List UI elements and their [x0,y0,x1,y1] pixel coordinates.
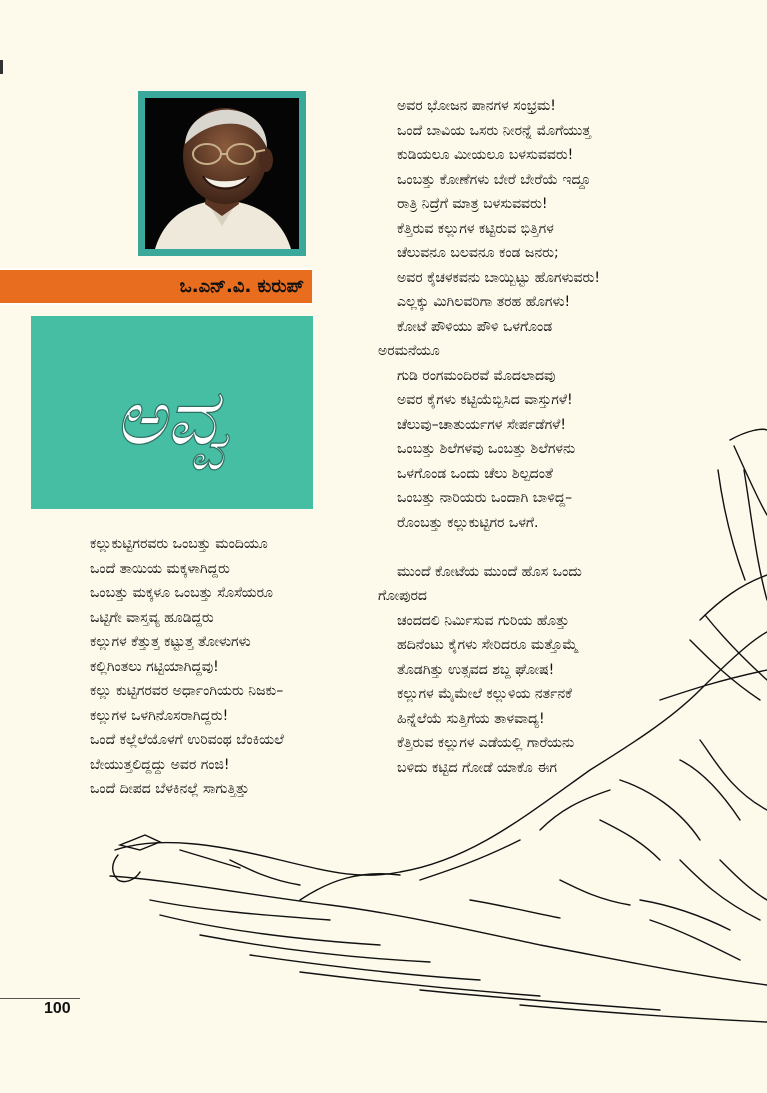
poem-line: ಹಿನ್ನೆಲೆಯೆ ಸುತ್ತಿಗೆಯ ತಾಳವಾದ್ಯ! [397,710,545,727]
poem-line: ಒಳಗೊಂಡ ಒಂದು ಚೆಲು ಶಿಲ್ಪದಂತೆ [397,465,553,482]
poem-line: ಕಲ್ಲುಗಳ ಒಳಗಿನೊಸರಾಗಿದ್ದರು! [90,707,229,724]
poem-left-column [90,532,284,802]
poem-line: ಚೆಲುವನೂ ಬಲವನೂ ಕಂಡ ಜನರು; [397,245,559,261]
poem-line: ಅವರ ಭೋಜನ ಪಾನಗಳ ಸಂಭ್ರಮ! [397,98,556,114]
poem-line: ಕಲ್ಲಿಗಿಂತಲು ಗಟ್ಟಿಯಾಗಿದ್ದವು! [90,658,219,675]
poem-line: ಒಂದೆ ಕಲ್ಲೆಲೆಯೊಳಗೆ ಉರಿವಂಥ ಬೆಂಕಿಯಲೆ [90,732,284,748]
poem-line: ಬೇಯುತ್ತಲಿದ್ದದ್ದು ಅವರ ಗಂಜಿ! [90,756,230,773]
poem-line: ಒಂಬತ್ತು ಕೋಣೆಗಳು ಬೇರೆ ಬೇರೆಯೆ ಇದ್ದೂ [397,171,591,188]
poem-line: ಕೋಟೆ ಪೌಳಿಯು ಪೌಳಿ ಒಳಗೊಂಡ [397,318,553,335]
poem-line: ಒಂದೆ ಬಾವಿಯ ಒಸರು ನೀರನ್ನೆ ಮೊಗೆಯುತ್ತ [397,122,591,139]
poem-line: ಕೆತ್ತಿರುವ ಕಲ್ಲುಗಳ ಕಟ್ಟಿರುವ ಭಿತ್ತಿಗಳ [397,220,554,237]
poem-line: ಒಂಬತ್ತು ನಾರಿಯರು ಒಂದಾಗಿ ಬಾಳಿದ್ದ– [397,490,573,506]
poem-line: ಕಲ್ಲುಗಳ ಕೆತ್ತುತ್ತ ಕಟ್ಟುತ್ತ ತೋಳುಗಳು [90,634,251,650]
poem-line: ತೊಡಗಿತ್ತು ಉತ್ಸವದ ಶಬ್ದ ಘೋಷ! [397,661,555,678]
poem-line: ಚಂದದಲಿ ನಿರ್ಮಿಸುವ ಗುರಿಯ ಹೊತ್ತು [397,612,570,629]
poem-line: ಅರಮನೆಯೂ [378,343,440,359]
poem-line: ಒಂದೆ ತಾಯಿಯ ಮಕ್ಕಳಾಗಿದ್ದರು [90,560,230,577]
author-photo [145,98,299,249]
margin-rule [0,60,3,74]
poem-line: ಕಲ್ಲುಕುಟ್ಟಿಗರವರು ಒಂಬತ್ತು ಮಂದಿಯೂ [90,536,268,552]
poem-line: ಒಟ್ಟಿಗೇ ವಾಸ್ತವ್ಯ ಹೂಡಿದ್ದರು [90,609,214,626]
poem-line: ಎಲ್ಲಕ್ಕು ಮಿಗಿಲವರಿಗಾ ತರಹ ಹೊಗಳು! [397,294,571,310]
poem-line: ಕಲ್ಲುಗಳ ಮೈಮೇಲೆ ಕಲ್ಲುಳಿಯ ನರ್ತನಕೆ [397,686,572,702]
poem-line: ಕೆತ್ತಿರುವ ಕಲ್ಲುಗಳ ಎಡೆಯಲ್ಲಿ ಗಾರೆಯನು [397,735,575,751]
poem-line: ಕಲ್ಲು ಕುಟ್ಟಿಗರವರ ಅರ್ಧಾಂಗಿಯರು ನಿಜಕು– [90,683,284,699]
poem-line: ಚೆಲುವು–ಚಾತುರ್ಯಗಳ ಸೇರ್ಪಡೆಗಳೆ! [397,416,566,433]
poem-line: ಕುಡಿಯಲೂ ಮೀಯಲೂ ಬಳಸುವವರು! [397,147,574,163]
poem-title: ಅವ್ವ [114,373,230,463]
author-name: ಒ.ಎನ್‌.ವಿ. ಕುರುಪ್ [179,276,304,297]
poem-line: ಮುಂದೆ ಕೋಟೆಯ ಮುಂದೆ ಹೊಸ ಒಂದು [397,563,582,580]
author-name-bar [0,268,312,305]
page-number: 100 [44,1000,71,1017]
poem-line: ಒಂಬತ್ತು ಮಕ್ಕಳೂ ಒಂಬತ್ತು ಸೊಸೆಯರೂ [90,585,273,601]
stanza-break [378,535,600,560]
poem-right-column [378,94,600,780]
poem-line: ಹದಿನೆಂಟು ಕೈಗಳು ಸೇರಿದರೂ ಮತ್ತೊಮ್ಮೆ [397,637,579,653]
poem-title-box [31,316,313,509]
folio-rule [0,998,80,999]
poem-line: ಅವರ ಕೈಚಳಕವನು ಬಾಯ್ಬಿಟ್ಟು ಹೊಗಳುವರು! [397,269,600,286]
poem-line: ರೊಂಬತ್ತು ಕಲ್ಲುಕುಟ್ಟಿಗರ ಒಳಗೆ. [397,514,539,531]
poem-line: ಗುಡಿ ರಂಗಮಂದಿರವೆ ಮೊದಲಾದವು [397,367,556,384]
poem-line: ಒಂದೆ ದೀಪದ ಬೆಳಕಿನಲ್ಲೆ ಸಾಗುತ್ತಿತ್ತು [90,781,250,797]
poem-line: ಬಳಿದು ಕಟ್ಟಿದ ಗೋಡೆ ಯಾಕೊ ಈಗ [397,759,557,776]
poem-line: ರಾತ್ರಿ ನಿದ್ರೆಗೆ ಮಾತ್ರ ಬಳಸುವವರು! [397,196,548,212]
poem-line: ಒಂಬತ್ತು ಶಿಲೆಗಳವು ಒಂಬತ್ತು ಶಿಲೆಗಳನು [397,441,576,457]
poem-line: ಗೋಪುರದ [378,588,427,604]
author-photo-frame [138,91,306,256]
poem-line: ಅವರ ಕೈಗಳು ಕಟ್ಟಿಯೆಬ್ಬಿಸಿದ ವಾಸ್ತುಗಳೆ! [397,392,573,408]
